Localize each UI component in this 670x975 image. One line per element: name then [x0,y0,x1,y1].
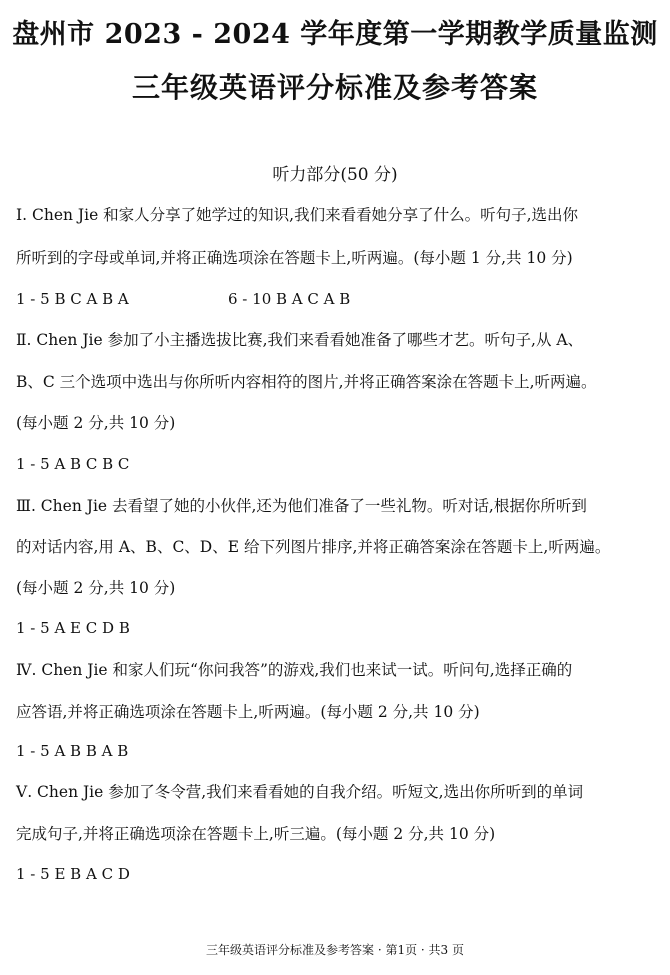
question-5-answers: 1 - 5 E B A C D [16,865,130,883]
question-4-text-line-2: 应答语,并将正确选项涂在答题卡上,听两遍。(每小题 2 分,共 10 分) [16,703,480,721]
section-title: 听力部分(50 分) [272,165,398,185]
question-4-answers: 1 - 5 A B B A B [16,742,129,760]
question-4-text-line-1: Ⅳ. Chen Jie 和家人们玩“你问我答”的游戏,我们也来试一试。听问句,选择正确的 [16,661,573,679]
question-3-text-line-1: Ⅲ. Chen Jie 去看望了她的小伙伴,还为他们准备了一些礼物。听对话,根据你所听到 [16,497,587,515]
question-1-text-line-1: Ⅰ. Chen Jie 和家人分享了她学过的知识,我们来看看她分享了什么。听句子,选出你 [16,206,579,224]
question-1-answers-part-1: 1 - 5 B C A B A [16,290,129,308]
question-3-answers: 1 - 5 A E C D B [16,619,130,637]
question-3-text-line-2: 的对话内容,用 A、B、C、D、E 给下列图片排序,并将正确答案涂在答题卡上,听两遍。 [16,538,611,556]
document-subtitle: 三年级英语评分标准及参考答案 [131,71,538,104]
document-title: 盘州市 2023 - 2024 学年度第一学期教学质量监测 [12,19,658,50]
question-1-answers [16,290,656,308]
question-2-text-line-1: Ⅱ. Chen Jie 参加了小主播选拔比赛,我们来看看她准备了哪些才艺。听句子,从 A、 [16,331,584,349]
page-footer: 三年级英语评分标准及参考答案 · 第1页 · 共3 页 [206,943,464,957]
question-2-text-line-3: (每小题 2 分,共 10 分) [16,414,176,432]
question-1-text-line-2: 所听到的字母或单词,并将正确选项涂在答题卡上,听两遍。(每小题 1 分,共 10 分) [16,249,573,267]
question-3-text-line-3: (每小题 2 分,共 10 分) [16,579,176,597]
question-5-text-line-2: 完成句子,并将正确选项涂在答题卡上,听三遍。(每小题 2 分,共 10 分) [16,825,496,843]
question-2-text-line-2: B、C 三个选项中选出与你所听内容相符的图片,并将正确答案涂在答题卡上,听两遍。 [16,373,597,391]
question-2-answers: 1 - 5 A B C B C [16,455,130,473]
question-1-answers-part-2: 6 - 10 B A C A B [228,290,351,308]
question-5-text-line-1: Ⅴ. Chen Jie 参加了冬令营,我们来看看她的自我介绍。听短文,选出你所听到的单词 [16,783,584,801]
